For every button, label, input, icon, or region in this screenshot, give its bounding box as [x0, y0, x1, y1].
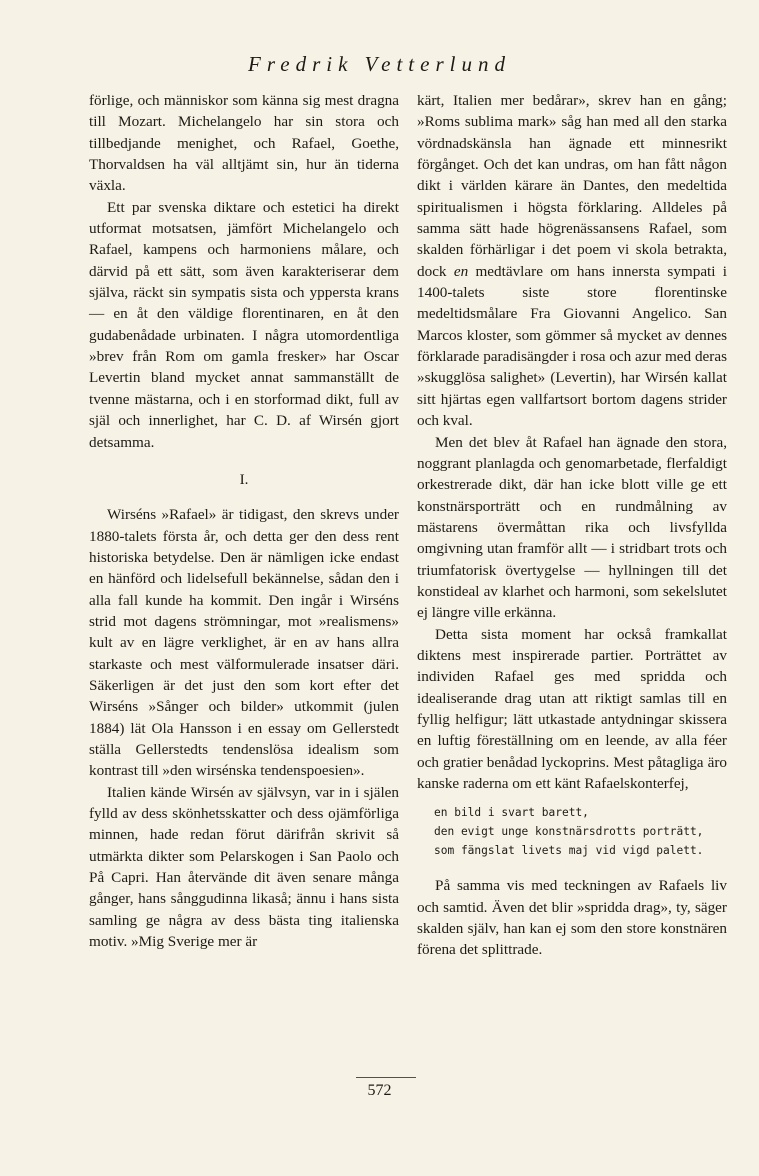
- paragraph: På samma vis med teckningen av Rafaels liv och samtid. Även det blir »spridda drag», ty, säger skalden själv, han kan ej som den store konstnären förena det splittrade.: [417, 877, 727, 959]
- paragraph: förlige, och människor som känna sig mest dragna till Mozart. Michelangelo har sin stora och tillbedjande menighet, och Rafael, Goethe, Thorvaldsen ha väl alltjämt sin, hur än tiderna växla.: [89, 92, 399, 195]
- verse-line: som fängslat livets maj vid vigd palett.: [434, 844, 704, 858]
- section-heading: I.: [239, 470, 249, 488]
- page-number: 572: [367, 1082, 392, 1099]
- verse-line: den evigt unge konstnärsdrotts porträtt,: [434, 825, 704, 839]
- verse-line: en bild i svart barett,: [434, 806, 589, 820]
- right-column: [417, 90, 727, 961]
- paragraph: Detta sista moment har också framkallat diktens mest inspirerade partier. Porträttet av individen Rafael ges med spridda och idealiserande drag utan att riktigt samlas till en fyllig helfigur; lätt utkastade antydningar skissera en luftig föreställning om en leende, av alla féer och gratier benådad lyckoprins. Mest påtagliga äro kanske raderna om ett känt Rafaelskonterfej,: [417, 625, 727, 792]
- emphasis: en: [453, 262, 469, 280]
- left-column: [89, 90, 399, 952]
- running-header: Fredrik Vetterlund: [248, 52, 511, 76]
- page-number-rule: [356, 1077, 416, 1078]
- paragraph: Ett par svenska diktare och estetici ha direkt utformat motsatsen, jämfört Michelangelo och Rafael, kampens och harmoniens målare, och därvid på ett sätt, som även karakteriserar dem själva, räckt sin sympatis sista och yppersta krans — en åt den väldige florentinaren, en åt den gudabenådade urbinaten. I några utomordentliga »brev från Rom om gamla fresker» har Oscar Levertin bland mycket annat sammanställt de tvenne mästarna, och i en storformad dikt, full av själ och innerlighet, har C. D. af Wirsén gjort detsamma.: [89, 198, 399, 451]
- paragraph: [417, 90, 727, 432]
- paragraph: Wirséns »Rafael» är tidigast, den skrevs under 1880-talets första år, och detta ger den dess rent historiska betydelse. Den är nämligen icke endast en hänförd och lidelsefull bekännelse, sådan den i alla fall kunde ha kommit. Den ingår i Wirséns strid mot dagens strömningar, mot »realismens» kult av en lägre verklighet, är en av hans allra starkaste och mest välformulerade insatser däri. Säkerligen är det just den som kort efter det Wirséns »Sånger och bilder» utkommit (julen 1884) lät Ola Hansson i en essay om Gellerstedt ställa Gellerstedts tendenslösa idealism som kontrast till »den wirsénska tendenspoesien».: [89, 506, 399, 780]
- paragraph-text: medtävlare om hans innersta sympati i 1400-talets siste store florentinske medeltidsmålare Fra Giovanni Angelico. San Marcos kloster, som gömmer så mycket av dennes förklarade paradisängder i rosa och azur med deras »skugglösa salighet» (Levertin), har Wirsén kallat sitt hjärtas egen vallfartsort bortom dagens strider och kval.: [417, 262, 728, 430]
- paragraph-text: kärt, Italien mer bedårar», skrev han en gång; »Roms sublima mark» såg han med all den starka vördnadskänsla han ägnade ett minnesrikt förgånget. Och det kan undras, om han fått någon dikt i världen kärare än Dantes, den medeltida spiritualismen i högsta förklaring. Alldeles på samma sätt hade högrenässansens Rafael, som skalden förhärligar i det poem vi skola betrakta, dock: [417, 92, 727, 280]
- verse-quote: [434, 803, 727, 860]
- paragraph: Men det blev åt Rafael han ägnade den stora, noggrant planlagda och genomarbetade, flerfaldigt orkestrerade dikt, där han icke blott ville ge ett konstnärsporträtt och en rundmålning av mästarens övermåttan rika och livsfyllda omgivning utan framför allt — i stridbart trots och triumfatorisk övertygelse — hyllningen till det konstideal av klarhet och harmoni, som sekelslutet ej längre ville erkänna.: [417, 433, 727, 622]
- paragraph: Italien kände Wirsén av självsyn, var in i själen fylld av dess skönhetsskatter och dess ojämförliga minnen, hade redan förut därifrån skrivit så utmärkta dikter som Pelarskogen i San Paolo och På Capri. Han återvände dit även senare många gånger, hans sånggudinna likaså; ännu i hans sista samling ge några av dess bästa ting italienska motiv. »Mig Sverige mer är: [89, 783, 399, 951]
